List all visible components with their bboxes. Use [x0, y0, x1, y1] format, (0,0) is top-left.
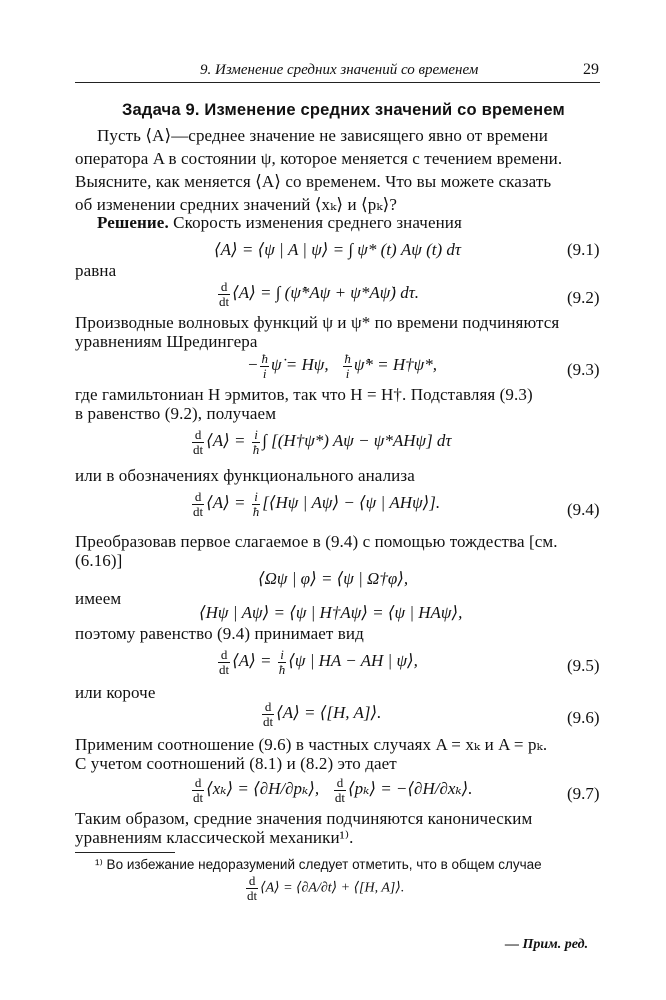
d-dt-fraction: $\frac{d}{dt}$ — [263, 699, 274, 729]
footnote-rule — [75, 852, 175, 853]
equation-9-2 — [216, 280, 419, 308]
text-line-12: С учетом соотношений (8.1) и (8.2) это дает — [75, 754, 397, 773]
have-equation: ⟨Hψ | Aψ⟩ = ⟨ψ | H†Aψ⟩ = ⟨ψ | HAψ⟩, — [199, 603, 463, 622]
eq-number-9-2: (9.2) — [567, 288, 600, 307]
d-dt-fraction: $\frac{d}{dt}$ — [247, 873, 258, 903]
eq-number-9-1: (9.1) — [567, 240, 600, 259]
task-title: Задача 9. Изменение средних значений со временем — [122, 101, 565, 119]
footnote-equation-body: ⟨A⟩ = ⟨∂A/∂t⟩ + ⟨[H, A]⟩. — [260, 880, 405, 896]
equation-9-3: − $\frac{ħ}{i}$ ψ̇ = Hψ, $\frac{ħ}{i}$ ψ̇* = H†ψ*, — [247, 351, 437, 381]
running-header-title: 9. Изменение средних значений со временем — [200, 62, 479, 78]
text-line-4: в равенство (9.2), получаем — [75, 404, 277, 423]
equation-9-3b: ψ̇* = H†ψ*, — [353, 355, 437, 375]
solution-line — [97, 213, 462, 233]
equation-9-5: $\frac{d}{dt}$ ⟨A⟩ = $\frac{i}{ħ}$ ⟨ψ | HA − AH | ψ⟩, — [219, 647, 418, 677]
i-over-hbar-fraction: $\frac{i}{ħ}$ — [278, 647, 286, 677]
equation-9-4-body: [⟨Hψ | Aψ⟩ − ⟨ψ | AHψ⟩]. — [262, 493, 441, 513]
d-dt-fraction: $\frac{d}{dt}$ — [219, 279, 230, 309]
equation-9-7b: ⟨pₖ⟩ = −⟨∂H/∂xₖ⟩. — [348, 779, 473, 799]
eq-number-9-3: (9.3) — [567, 360, 600, 379]
equation-9-7 — [190, 776, 472, 804]
i-over-hbar-fraction: $\frac{i}{ħ}$ — [252, 489, 260, 519]
eq-number-9-5: (9.5) — [567, 656, 600, 675]
equation-9-6-body: ⟨A⟩ = ⟨[H, A]⟩. — [276, 703, 382, 723]
identity-equation: ⟨Ωψ | φ⟩ = ⟨ψ | Ω†φ⟩, — [258, 569, 409, 588]
d-dt-fraction: $\frac{d}{dt}$ — [193, 427, 204, 457]
equation-unnumbered-1: $\frac{d}{dt}$ ⟨A⟩ = $\frac{i}{ħ}$ ∫ [(H†ψ*) Aψ − ψ*AHψ] dτ — [193, 427, 452, 457]
intro-line-3: Выясните, как меняется ⟨A⟩ со временем. Что вы можете сказать — [75, 172, 552, 191]
equation-9-3a: ψ̇ = Hψ, — [270, 355, 329, 375]
footnote-text: ¹⁾ Во избежание недоразумений следует отметить, что в общем случае — [95, 857, 542, 872]
text-ravna: равна — [75, 261, 117, 280]
d-dt-fraction: $\frac{d}{dt}$ — [193, 775, 204, 805]
d-dt-fraction: $\frac{d}{dt}$ — [193, 489, 204, 519]
equation-9-2-body: ⟨A⟩ = ∫ (ψ̇*Aψ + ψ*Aψ̇) dτ. — [232, 283, 420, 303]
page-number: 29 — [583, 61, 599, 78]
editor-note: — Прим. ред. — [505, 937, 589, 952]
text-line-2: уравнениям Шредингера — [75, 332, 258, 351]
equation-9-5-body: ⟨ψ | HA − AH | ψ⟩, — [288, 651, 418, 671]
intro-line-1: Пусть ⟨A⟩—среднее значение не зависящего явно от времени — [97, 126, 548, 145]
intro-line-2: оператора A в состоянии ψ, которое меняется с течением времени. — [75, 149, 563, 168]
text-line-11: Применим соотношение (9.6) в частных случаях A = xₖ и A = pₖ. — [75, 735, 548, 754]
d-dt-fraction: $\frac{d}{dt}$ — [334, 775, 345, 805]
text-line-14: уравнениям классической механики¹⁾. — [75, 828, 354, 847]
eq-number-9-7: (9.7) — [567, 784, 600, 803]
solution-text: Скорость изменения среднего значения — [168, 213, 462, 232]
solution-label: Решение. — [97, 213, 169, 232]
equation-unnumbered-1-body: ∫ [(H†ψ*) Aψ − ψ*AHψ] dτ — [262, 431, 452, 451]
hbar-over-i-fraction: $\frac{ħ}{i}$ — [261, 351, 268, 381]
equation-9-6 — [260, 700, 381, 728]
text-line-13: Таким образом, средние значения подчиняются каноническим — [75, 809, 533, 828]
equation-9-4: $\frac{d}{dt}$ ⟨A⟩ = $\frac{i}{ħ}$ [⟨Hψ | Aψ⟩ − ⟨ψ | AHψ⟩]. — [193, 489, 441, 519]
equation-9-1: ⟨A⟩ = ⟨ψ | A | ψ⟩ = ∫ ψ* (t) Aψ (t) dτ — [214, 240, 461, 259]
text-line-7: (6.16)] — [75, 551, 123, 570]
d-dt-fraction: $\frac{d}{dt}$ — [219, 647, 230, 677]
eq-number-9-6: (9.6) — [567, 708, 600, 727]
footnote-equation — [244, 874, 404, 902]
equation-9-7a: ⟨xₖ⟩ = ⟨∂H/∂pₖ⟩, — [206, 779, 320, 799]
header-rule — [75, 82, 600, 83]
text-line-9: поэтому равенство (9.4) принимает вид — [75, 624, 364, 643]
text-line-5: или в обозначениях функционального анализа — [75, 466, 415, 485]
intro-line-4: об изменении средних значений ⟨xₖ⟩ и ⟨pₖ⟩? — [75, 195, 398, 214]
text-line-3: где гамильтониан H эрмитов, так что H = H†. Подставляя (9.3) — [75, 385, 533, 404]
text-line-10: или короче — [75, 683, 156, 702]
text-line-8: имеем — [75, 589, 122, 608]
eq-number-9-4: (9.4) — [567, 500, 600, 519]
text-line-1: Производные волновых функций ψ и ψ* по времени подчиняются — [75, 313, 560, 332]
i-over-hbar-fraction: $\frac{i}{ħ}$ — [252, 427, 260, 457]
hbar-over-i-fraction: $\frac{ħ}{i}$ — [344, 351, 351, 381]
text-line-6: Преобразовав первое слагаемое в (9.4) с помощью тождества [см. — [75, 532, 558, 551]
